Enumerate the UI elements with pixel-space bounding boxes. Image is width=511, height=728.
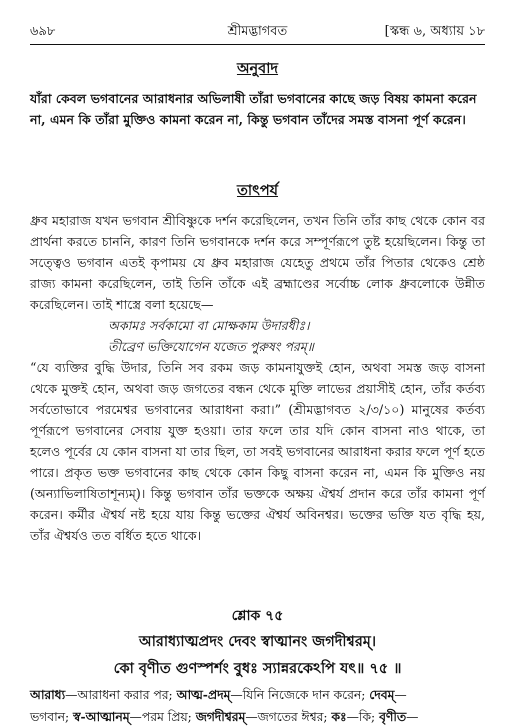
scripture-quote-line-2: তীব্রেণ ভক্তিযোগেন যজেত পুরুষং পরম্‌॥ [108,339,314,354]
synonym-meaning: —জগতের ঈশ্বর; [245,710,332,724]
purport-paragraph-1: ধ্রুব মহারাজ যখন ভগবান শ্রীবিষ্ণুকে দর্শন করেছিলেন, তখন তিনি তাঁর কাছ থেকে কোন বর প্রার্থনা করতে চাননি, কারণ তিনি ভগবানকে দর্শন করে সম্পূর্ণরূপে তুষ্ট হয়েছিলেন। কিন্তু তা সত্ত্বেও ভগবান এতই কৃপাময় যে ধ্রুব মহারাজ যেহেতু প্রথমে তাঁর পিতার থেকেও শ্রেষ্ঠ রাজ্য কামনা করেছিলেন, তাই তিনি তাঁকে এই ব্রহ্মাণ্ডের সর্বোচ্চ লোক ধ্রুবলোকে উন্নীত করেছিলেন। তাই শাস্ত্রে বলা হয়েছে— [30,213,485,312]
synonyms-section [30,684,485,728]
synonym-meaning: ভগবান; [30,710,74,724]
verse-title: শ্লোক ৭৫ [231,608,284,624]
synonym-meaning: — [394,688,407,702]
page-number: ৬৯৮ [30,24,56,39]
translation-heading: অনুবাদ [236,60,279,77]
verse-section [30,604,485,682]
book-title: শ্রীমদ্ভাগবত [227,24,288,39]
synonym-term: কঃ [331,709,347,724]
purport-section [30,180,485,546]
synonym-term: বৃণীত [379,709,407,724]
synonym-meaning: —আরাধনা করার পর; [65,688,177,702]
translation-section [30,58,485,130]
synonyms-line-1 [30,684,485,706]
verse-line-1: আরাধ্যাত্মপ্রদং দেবং স্বাত্মানং জগদীশ্বরম্‌। [138,633,377,650]
chapter-reference: [স্কন্ধ ৬, অধ্যায় ১৮ [384,24,485,39]
synonym-meaning: —যিনি নিজেকে দান করেন; [230,688,370,702]
verse-line-2: কো বৃণীত গুণস্পর্শং বুধঃ স্যান্নরকেঽপি যৎ॥ ৭৫ ॥ [113,660,402,677]
synonym-term: দেবম্‌ [369,687,395,702]
purport-paragraph-2: “যে ব্যক্তির বুদ্ধি উদার, তিনি সব রকম জড় কামনাযুক্তই হোন, অথবা সমস্ত জড় বাসনা থেকে মুক্তই হোন, অথবা জড় জগতের বন্ধন থেকে মুক্তি লাভের প্রয়াসীই হোন, তাঁর কর্তব্য সর্বতোভাবে পরমেশ্বর ভগবানের আরাধনা করা।” (শ্রীমদ্ভাগবত ২/৩/১০) মানুষের কর্তব্য পূর্ণরূপে ভগবানের সেবায় যুক্ত হওয়া। তার ফলে তার যদি কোন বাসনা নাও থাকে, তা হলেও পূর্বের যে কোন বাসনা যা তার ছিল, তা সবই ভগবানের আরাধনা করার ফলে পূর্ণ হতে পারে। প্রকৃত ভক্ত ভগবানের কাছ থেকে কোন কিছু বাসনা করেন না, এমন কি মুক্তিও নয় (অন্যাভিলাষিতাশূন্যম্‌)। কিন্তু ভগবান তাঁর ভক্তকে অক্ষয় ঐশ্বর্য প্রদান করে তাঁর কামনা পূর্ণ করেন। কর্মীর ঐশ্বর্য নষ্ট হয়ে যায় কিন্তু ভক্তের ঐশ্বর্য অবিনশ্বর। ভক্তের ভক্তি যত বৃদ্ধি হয়, তাঁর ঐশ্বর্যও তত বর্ধিত হতে থাকে। [30,360,485,543]
synonym-term: জগদীশ্বরম্‌ [195,709,246,724]
synonym-term: স্ব-আত্মানম্‌ [73,709,130,724]
page-header [30,22,485,44]
synonym-term: আত্ম-প্রদম্‌ [176,687,231,702]
translation-text: যাঁরা কেবল ভগবানের আরাধনার অভিলাষী তাঁরা ভগবানের কাছে জড় বিষয় কামনা করেন না, এমন কি তাঁরা মুক্তিও কামনা করেন না, কিন্তু ভগবান তাঁদের সমস্ত বাসনা পূর্ণ করেন। [30,91,477,127]
scripture-quote-line-1: অকামঃ সর্বকামো বা মোক্ষকাম উদারধীঃ। [108,318,310,333]
synonym-meaning: —পরম প্রিয়; [129,710,196,724]
synonym-meaning: —কি; [346,710,380,724]
purport-heading: তাৎপর্য [236,182,279,199]
header-divider [30,44,485,45]
synonym-meaning: — [406,710,419,724]
synonym-term: আরাধ্য [30,687,66,702]
